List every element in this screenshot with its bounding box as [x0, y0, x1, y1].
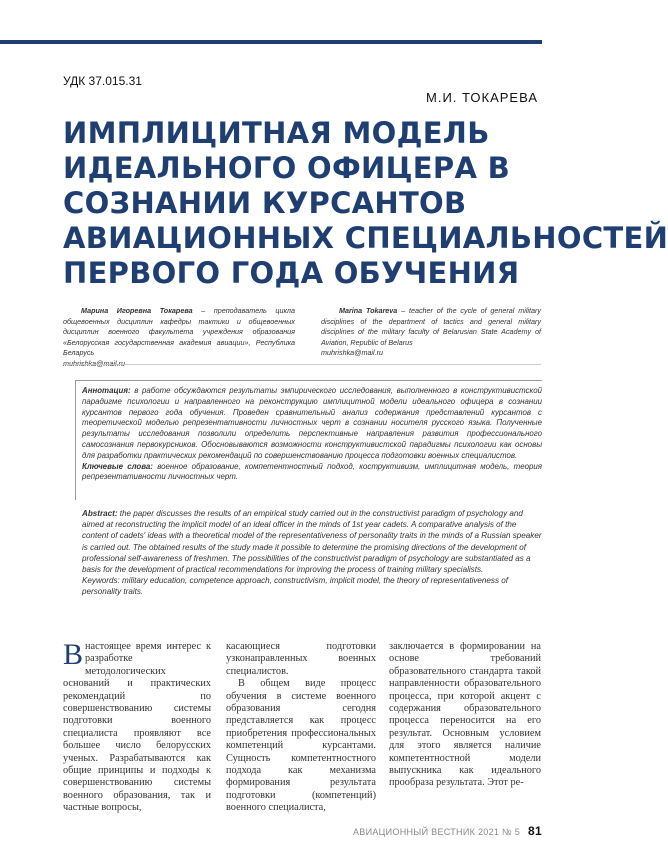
section-divider — [63, 364, 541, 365]
author-name: М.И. ТОКАРЕВА — [426, 90, 538, 105]
body-column-2 — [226, 641, 376, 815]
keywords-label-ru: Ключевые слова: — [82, 461, 153, 471]
abstract-label-ru: Аннотация: — [82, 386, 131, 395]
abstract-label-en: Abstract: — [82, 509, 118, 518]
title-line: ИМПЛИЦИТНАЯ МОДЕЛЬ — [63, 116, 490, 150]
body-paragraph: настоящее время интерес к разработке методологических оснований и практических рекомендаций по совершенствованию системы подготовки военного специалиста проявляют все большее число белорусских ученых. Разрабатываются как общие принципы и подходы к совершенствованию системы военного образования, так и частные вопросы, — [63, 641, 211, 814]
affiliation-text-en: – teacher of the cycle of general military disciplines of the department of tactics and general military disciplines of the military faculty of Belarusian State Academy of Aviation, Republic of Belarus — [321, 306, 541, 347]
header-rule — [0, 40, 542, 44]
page-footer — [353, 824, 542, 838]
udk-code: УДК 37.015.31 — [63, 74, 142, 88]
affiliation-text-ru: – преподаватель цикла общевоенных дисциплин кафедры тактики и общевоенных дисциплин военного факультета учреждения образования «Белорусская государственная академия авиации», Республика Беларусь — [63, 306, 295, 357]
abstract-ru — [82, 386, 542, 483]
body-paragraph: касающиеся подготовки узконаправленных военных специалистов. — [226, 641, 376, 677]
author-name-ru: Марина Игоревна Токарева — [81, 306, 193, 315]
title-line: ИДЕАЛЬНОГО ОФИЦЕРА В — [63, 151, 510, 185]
body-paragraph: В общем виде процесс обучения в системе военного образования сегодня представляется как процесс приобретения профессиональных компетенций курсантами. Сущность компетентностного подхода как механизма формирования результата подготовки (компетенций) военного специалиста, — [226, 678, 376, 814]
journal-name: АВИАЦИОННЫЙ ВЕСТНИК 2021 № 5 — [353, 827, 521, 837]
body-column-3 — [389, 641, 541, 790]
title-line: ПЕРВОГО ГОДА ОБУЧЕНИЯ — [63, 256, 520, 290]
abstract-text-en: the paper discusses the results of an empirical study carried out in the constructivist paradigm of psychology and aimed at reconstructing the implicit model of an ideal officer in the minds of 1st year cadets. A comparative analysis of the content of cadets' ideas with a theoretical model of the representativeness of personality traits in the minds of a Russian speaker is carried out. The obtained results of the study made it possible to determine the promising directions of the development of professional self-awareness of freshmen. The possibilities of the constructivist paradigm of psychology are substantiated as a basis for the development of practical recommendations for improving the process of training military specialists. — [82, 509, 542, 575]
body-paragraph: заключается в формировании на основе требований образовательного стандарта такой направленности образовательного процесса, при которой акцент с содержания образовательного процесса переносится на его результат. Основным условием для этого является наличие компетентностной модели выпускника как идеального прообраза результата. Этот ре- — [389, 641, 541, 789]
keywords-text-ru: военное образование, компетентностный подход, коструктивизм, имплицитная модель, теория репрезентативности личностных черт. — [82, 461, 542, 482]
title-line: СОЗНАНИИ КУРСАНТОВ — [63, 186, 467, 220]
affiliation-en — [321, 306, 541, 359]
abstract-en — [82, 508, 542, 598]
abstract-text-ru: в работе обсуждаются результаты эмпирического исследования, выполненного в конструктивистской парадигме психологии и направленного на реконструкцию имплицитной модели идеального офицера в сознании курсантов первого года обучения. Проведен сравнительный анализ содержания представлений курсантов с теоретической моделью репрезентативности личностных черт в сознании носителя русского языка. Полученные результаты исследования позволили определить перспективные направления развития профессионального самосознания первокурсников. Обосновываются возможности конструктивистской парадигмы психологии как основы для разработки практических рекомендаций по совершенствованию процесса подготовки военных специалистов. — [82, 386, 542, 460]
article-title — [63, 116, 668, 291]
affiliation-ru — [63, 306, 295, 369]
email-ru: muhrishka@mail.ru — [63, 358, 126, 368]
email-en: muhrishka@mail.ru — [321, 348, 384, 357]
page-number: 81 — [528, 824, 542, 838]
drop-cap: В — [63, 638, 84, 671]
keywords-text-en: military education, competence approach, constructivism, implicit model, the theory of representativeness of personality traits. — [82, 576, 509, 597]
title-line: АВИАЦИОННЫХ СПЕЦИАЛЬНОСТЕЙ — [63, 221, 668, 255]
keywords-label-en: Keywords: — [82, 576, 120, 586]
body-column-1 — [63, 638, 211, 815]
author-name-en: Marina Tokareva — [339, 306, 398, 315]
